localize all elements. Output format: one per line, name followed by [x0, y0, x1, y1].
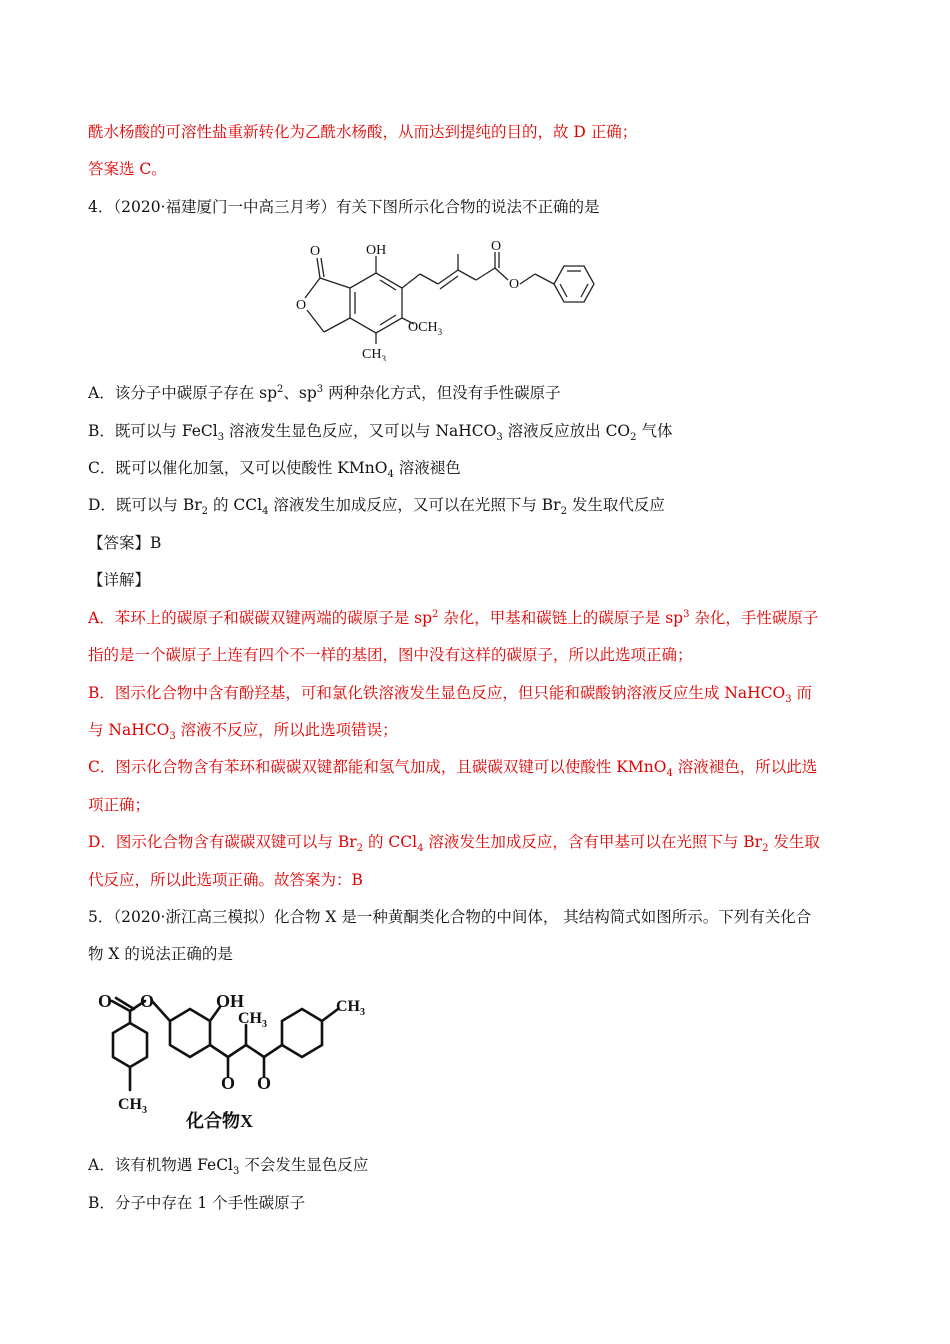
q4-option-c: C．既可以催化加氢，又可以使酸性 KMnO$_4$ 溶液褪色: [88, 459, 461, 481]
ch3-label: CH: [362, 347, 382, 361]
compound-x-o3: O: [221, 1073, 236, 1093]
q4-option-d: D．既可以与 $Br_2$ 的 CCl$_4$ 溶液发生加成反应，又可以在光照下与 $Br_2$ 发生取代反应: [88, 496, 665, 518]
question-5-stem-2: 物 X 的说法正确的是: [88, 945, 233, 963]
q4-answer: 【答案】B: [88, 534, 162, 552]
compound-x-o2: O: [140, 991, 155, 1011]
q4-explain-d-2: 代反应，所以此选项正确。故答案为：B: [88, 871, 363, 889]
ch3-sub: 3: [381, 354, 386, 361]
compound-structure-q4: [290, 236, 620, 361]
ring-o-label: O: [296, 298, 307, 313]
q4-explain-a-2: 指的是一个碳原子上连有四个不一样的基团，图中没有这样的碳原子，所以此选项正确；: [88, 646, 693, 664]
ester-carbonyl-o-label: O: [491, 239, 502, 254]
q4-option-b: B．既可以与 FeCl$_3$ 溶液发生显色反应，又可以与 NaHCO$_3$ 溶液反应放出 $CO_2$ 气体: [88, 422, 673, 444]
compound-x-caption: 化合物X: [186, 1111, 253, 1131]
compound-x-ch3-mid-sub: 3: [262, 1019, 267, 1030]
oh-label: OH: [366, 243, 387, 258]
q4-option-a: A．该分子中碳原子存在 $sp^2$、$sp^3$ 两种杂化方式，但没有手性碳原子: [88, 383, 561, 402]
compound-x-ch3-mid: CH: [238, 1010, 262, 1027]
q4-explain-b-1: B．图示化合物中含有酚羟基，可和氯化铁溶液发生显色反应，但只能和碳酸钠溶液反应生成 NaHCO$_3$ 而: [88, 684, 813, 706]
ester-o-label: O: [509, 277, 520, 292]
q4-explain-c-2: 项正确；: [88, 796, 151, 814]
q5-option-b: B．分子中存在 1 个手性碳原子: [88, 1194, 306, 1212]
q5-option-a: A．该有机物遇 FeCl$_3$ 不会发生显色反应: [88, 1156, 369, 1178]
compound-x-structure: [90, 985, 390, 1135]
compound-x-ch3-right-sub: 3: [360, 1007, 365, 1018]
svg-text:CH3: [238, 1010, 267, 1030]
q4-explain-b-2: 与 NaHCO$_3$ 溶液不反应，所以此选项错误；: [88, 721, 398, 743]
svg-text:CH3: [118, 1096, 147, 1116]
svg-text:CH3: [362, 347, 386, 361]
continuation-line: 酰水杨酸的可溶性盐重新转化为乙酰水杨酸，从而达到提纯的目的，故 D 正确；: [88, 123, 638, 141]
question-4-stem: 4．（2020·福建厦门一中高三月考）有关下图所示化合物的说法不正确的是: [88, 198, 600, 216]
och3-sub: 3: [437, 327, 443, 337]
svg-text:CH3: [336, 998, 365, 1018]
och3-label: OCH: [408, 320, 438, 335]
compound-x-oh: OH: [216, 991, 245, 1011]
question-5-stem-1: 5．（2020·浙江高三模拟）化合物 X 是一种黄酮类化合物的中间体， 其结构简式如图所示。下列有关化合: [88, 908, 812, 926]
q4-explain-d-1: D．图示化合物含有碳碳双键可以与 $Br_2$ 的 CCl$_4$ 溶液发生加成反应，含有甲基可以在光照下与 $Br_2$ 发生取: [88, 833, 820, 855]
q4-detail-title: 【详解】: [88, 571, 151, 589]
compound-x-ch3-left-sub: 3: [142, 1105, 147, 1116]
carbonyl-o-label: O: [310, 244, 321, 259]
compound-x-ch3-left: CH: [118, 1096, 142, 1113]
answer-c-line: 答案选 C。: [88, 160, 167, 178]
compound-x-o4: O: [257, 1073, 272, 1093]
svg-text:OCH3: [408, 320, 443, 337]
compound-x-ch3-right: CH: [336, 998, 360, 1015]
q4-explain-a-1: A．苯环上的碳原子和碳碳双键两端的碳原子是 $sp^2$ 杂化，甲基和碳链上的碳原子是 $sp^3$ 杂化，手性碳原子: [88, 608, 819, 627]
q4-explain-c-1: C．图示化合物含有苯环和碳碳双键都能和氢气加成，且碳碳双键可以使酸性 KMnO$_4$ 溶液褪色，所以此选: [88, 758, 818, 780]
compound-x-o1: O: [98, 991, 113, 1011]
